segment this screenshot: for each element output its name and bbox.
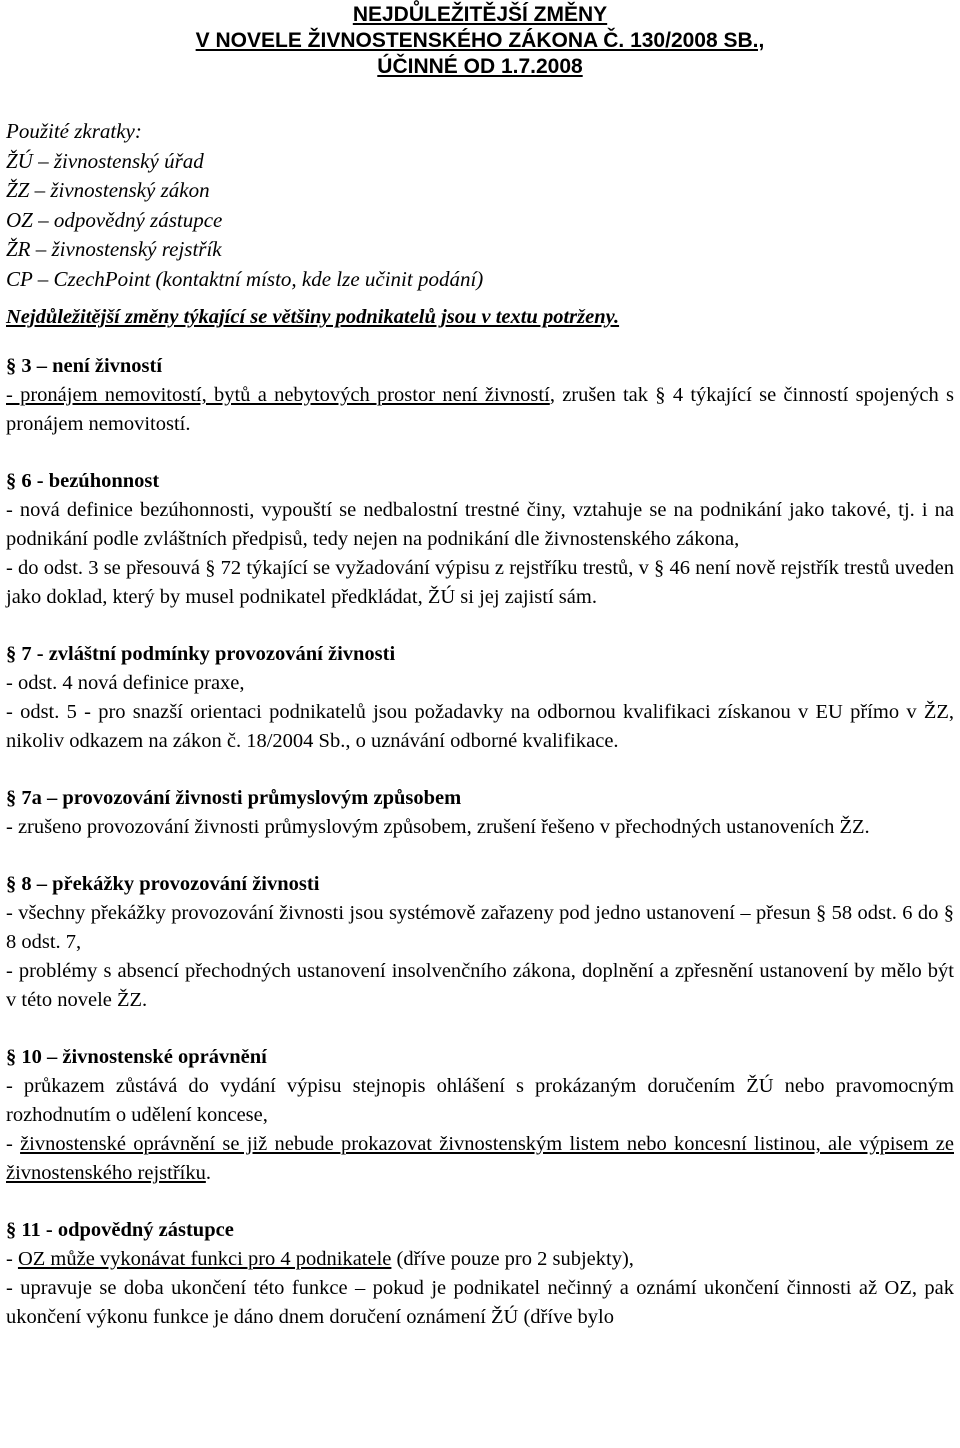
- underlined-text: - pronájem nemovitostí, bytů a nebytových prostor není živností: [6, 384, 550, 406]
- section-paragraph: - upravuje se doba ukončení této funkce – pokud je podnikatel nečinný a oznámí ukončení činnosti až OZ, pak ukončení výkonu funkce je dáno dnem doručení oznámení ŽÚ (dříve bylo: [6, 1277, 954, 1328]
- paragraph-text: , zrušen tak § 4 týkající se činností spojených s pronájem nemovitostí.: [6, 384, 954, 435]
- section-paragraph: [6, 1130, 954, 1188]
- underlined-text: živnostenské oprávnění se již nebude prokazovat živnostenským listem nebo koncesní listinou, ale výpisem ze živnostenského rejstříku: [6, 1133, 954, 1184]
- section-heading: § 10 – živnostenské oprávnění: [6, 1046, 267, 1068]
- section-heading: § 11 - odpovědný zástupce: [6, 1219, 234, 1241]
- abbreviation-item: ŽR – živnostenský rejstřík: [6, 237, 222, 261]
- section-paragraph: - všechny překážky provozování živnosti jsou systémově zařazeny pod jedno ustanovení – přesun § 58 odst. 6 do § 8 odst. 7,: [6, 902, 954, 953]
- section-heading: § 7a – provozování živnosti průmyslovým způsobem: [6, 787, 462, 809]
- section-paragraph: [6, 381, 954, 439]
- abbreviation-item: ŽZ – živnostenský zákon: [6, 178, 210, 202]
- abbreviation-item: CP – CzechPoint (kontaktní místo, kde lze učinit podání): [6, 266, 484, 291]
- section-paragraph: - odst. 5 - pro snazší orientaci podnikatelů jsou požadavky na odbornou kvalifikaci získanou v EU přímo v ŽZ, nikoliv odkazem na zákon č. 18/2004 Sb., o uznávání odborné kvalifikace.: [6, 701, 954, 752]
- paragraph-text: -: [6, 1133, 21, 1155]
- title-line-3: ÚČINNÉ OD 1.7.2008: [377, 55, 583, 78]
- section-heading: § 3 – není živností: [6, 355, 163, 377]
- abbreviation-item: ŽÚ – živnostenský úřad: [6, 148, 204, 173]
- abbreviation-item: OZ – odpovědný zástupce: [6, 207, 223, 232]
- section-paragraph: - zrušeno provozování živnosti průmyslovým způsobem, zrušení řešeno v přechodných ustanoveních ŽZ.: [6, 816, 870, 838]
- section-paragraph: - průkazem zůstává do vydání výpisu stejnopis ohlášení s prokázaným doručením ŽÚ nebo pravomocným rozhodnutím o udělení koncese,: [6, 1075, 954, 1126]
- section-paragraph: - do odst. 3 se přesouvá § 72 týkající se vyžadování výpisu z rejstříku trestů, v § 46 není nově rejstřík trestů uveden jako doklad, který by musel podnikatel předkládat, ŽÚ si jej zajistí sám.: [6, 557, 954, 608]
- section-8: [6, 870, 954, 1015]
- title-line-2: V NOVELE ŽIVNOSTENSKÉHO ZÁKONA Č. 130/2008 SB.,: [195, 29, 765, 52]
- abbreviations-block: [6, 117, 954, 294]
- document-title: [6, 2, 954, 80]
- section-paragraph: - nová definice bezúhonnosti, vypouští se nedbalostní trestné činy, vztahuje se na podnikání jako takové, tj. i na podnikání podle zvláštních předpisů, tedy nejen na podnikání dle živnostenského zákona,: [6, 499, 954, 550]
- section-paragraph: - problémy s absencí přechodných ustanovení insolvenčního zákona, doplnění a zpřesnění ustanovení by mělo být v této novele ŽZ.: [6, 960, 954, 1011]
- section-10: [6, 1043, 954, 1188]
- section-7: [6, 640, 954, 756]
- section-paragraph: - odst. 4 nová definice praxe,: [6, 672, 245, 694]
- paragraph-text: -: [6, 1248, 18, 1270]
- section-paragraph: [6, 1245, 954, 1274]
- section-7a: [6, 784, 954, 842]
- section-3: [6, 352, 954, 439]
- abbreviations-heading: Použité zkratky:: [6, 119, 142, 143]
- section-11: [6, 1216, 954, 1332]
- paragraph-text: .: [205, 1162, 211, 1184]
- section-6: [6, 467, 954, 612]
- section-heading: § 6 - bezúhonnost: [6, 470, 160, 492]
- section-heading: § 8 – překážky provozování živnosti: [6, 873, 320, 895]
- underlined-text: OZ může vykonávat funkci pro 4 podnikatele: [17, 1248, 392, 1270]
- important-note: Nejdůležitější změny týkající se většiny podnikatelů jsou v textu potrženy.: [6, 306, 620, 328]
- paragraph-text: (dříve pouze pro 2 subjekty),: [391, 1248, 634, 1270]
- section-heading: § 7 - zvláštní podmínky provozování živnosti: [6, 643, 396, 665]
- title-line-1: NEJDŮLEŽITĚJŠÍ ZMĚNY: [352, 3, 608, 26]
